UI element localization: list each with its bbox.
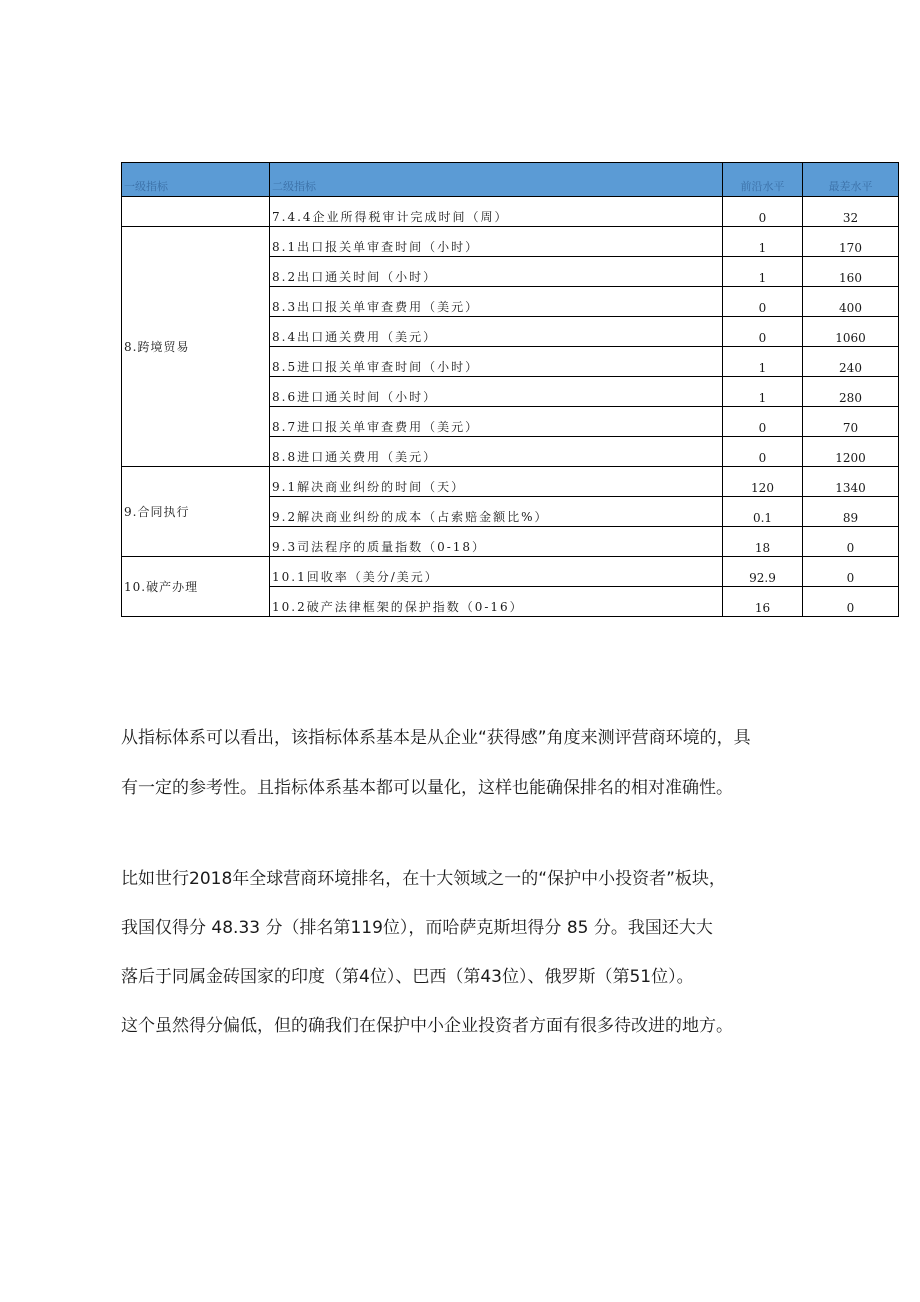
frontier-cell: 16: [723, 587, 803, 617]
worst-cell: 0: [803, 587, 899, 617]
header-frontier: 前沿水平: [723, 163, 803, 197]
frontier-cell: 1: [723, 257, 803, 287]
worst-cell: 1200: [803, 437, 899, 467]
frontier-cell: 0: [723, 407, 803, 437]
table-row: [122, 197, 899, 227]
frontier-cell: 0: [723, 287, 803, 317]
frontier-cell: 1: [723, 377, 803, 407]
table-row: [122, 557, 899, 587]
paragraph-line: 从指标体系可以看出，该指标体系基本是从企业“获得感”角度来测评营商环境的，具: [121, 728, 751, 748]
header-level2: 二级指标: [270, 163, 723, 197]
worst-cell: 240: [803, 347, 899, 377]
paragraph-line: 我国仅得分 48.33 分（排名第119位），而哈萨克斯坦得分 85 分。我国还大大: [121, 918, 713, 938]
worst-cell: 1060: [803, 317, 899, 347]
paragraph-line: 这个虽然得分偏低，但的确我们在保护中小企业投资者方面有很多待改进的地方。: [121, 1016, 733, 1036]
worst-cell: 160: [803, 257, 899, 287]
level2-cell: 8.8进口通关费用（美元）: [270, 437, 723, 467]
worst-cell: 32: [803, 197, 899, 227]
frontier-cell: 120: [723, 467, 803, 497]
indicator-table: [121, 162, 899, 617]
level1-cell: 8.跨境贸易: [122, 227, 270, 467]
level1-cell: [122, 197, 270, 227]
table-header-row: [122, 163, 899, 197]
paragraph-2: [121, 855, 821, 1051]
frontier-cell: 1: [723, 347, 803, 377]
level2-cell: 8.3出口报关单审查费用（美元）: [270, 287, 723, 317]
frontier-cell: 1: [723, 227, 803, 257]
frontier-cell: 0: [723, 437, 803, 467]
paragraph-line: 落后于同属金砖国家的印度（第4位）、巴西（第43位）、俄罗斯（第51位）。: [121, 967, 694, 987]
level2-cell: 10.1回收率（美分/美元）: [270, 557, 723, 587]
worst-cell: 89: [803, 497, 899, 527]
table-row: [122, 467, 899, 497]
worst-cell: 280: [803, 377, 899, 407]
level2-cell: 10.2破产法律框架的保护指数（0-16）: [270, 587, 723, 617]
frontier-cell: 18: [723, 527, 803, 557]
table-row: [122, 227, 899, 257]
level2-cell: 9.3司法程序的质量指数（0-18）: [270, 527, 723, 557]
worst-cell: 0: [803, 527, 899, 557]
level2-cell: 9.1解决商业纠纷的时间（天）: [270, 467, 723, 497]
level2-cell: 8.2出口通关时间（小时）: [270, 257, 723, 287]
frontier-cell: 0: [723, 197, 803, 227]
frontier-cell: 0.1: [723, 497, 803, 527]
level2-cell: 8.1出口报关单审查时间（小时）: [270, 227, 723, 257]
level1-cell: 10.破产办理: [122, 557, 270, 617]
worst-cell: 0: [803, 557, 899, 587]
frontier-cell: 92.9: [723, 557, 803, 587]
worst-cell: 1340: [803, 467, 899, 497]
header-worst: 最差水平: [803, 163, 899, 197]
level1-cell: 9.合同执行: [122, 467, 270, 557]
level2-cell: 8.6进口通关时间（小时）: [270, 377, 723, 407]
level2-cell: 8.7进口报关单审查费用（美元）: [270, 407, 723, 437]
paragraph-line: 比如世行2018年全球营商环境排名，在十大领域之一的“保护中小投资者”板块，: [121, 869, 726, 889]
worst-cell: 170: [803, 227, 899, 257]
worst-cell: 400: [803, 287, 899, 317]
paragraph-1: [121, 713, 821, 813]
level2-cell: 9.2解决商业纠纷的成本（占索赔金额比%）: [270, 497, 723, 527]
worst-cell: 70: [803, 407, 899, 437]
level2-cell: 8.5进口报关单审查时间（小时）: [270, 347, 723, 377]
level2-cell: 7.4.4企业所得税审计完成时间（周）: [270, 197, 723, 227]
level2-cell: 8.4出口通关费用（美元）: [270, 317, 723, 347]
frontier-cell: 0: [723, 317, 803, 347]
paragraph-line: 有一定的参考性。且指标体系基本都可以量化，这样也能确保排名的相对准确性。: [121, 778, 733, 798]
header-level1: 一级指标: [122, 163, 270, 197]
